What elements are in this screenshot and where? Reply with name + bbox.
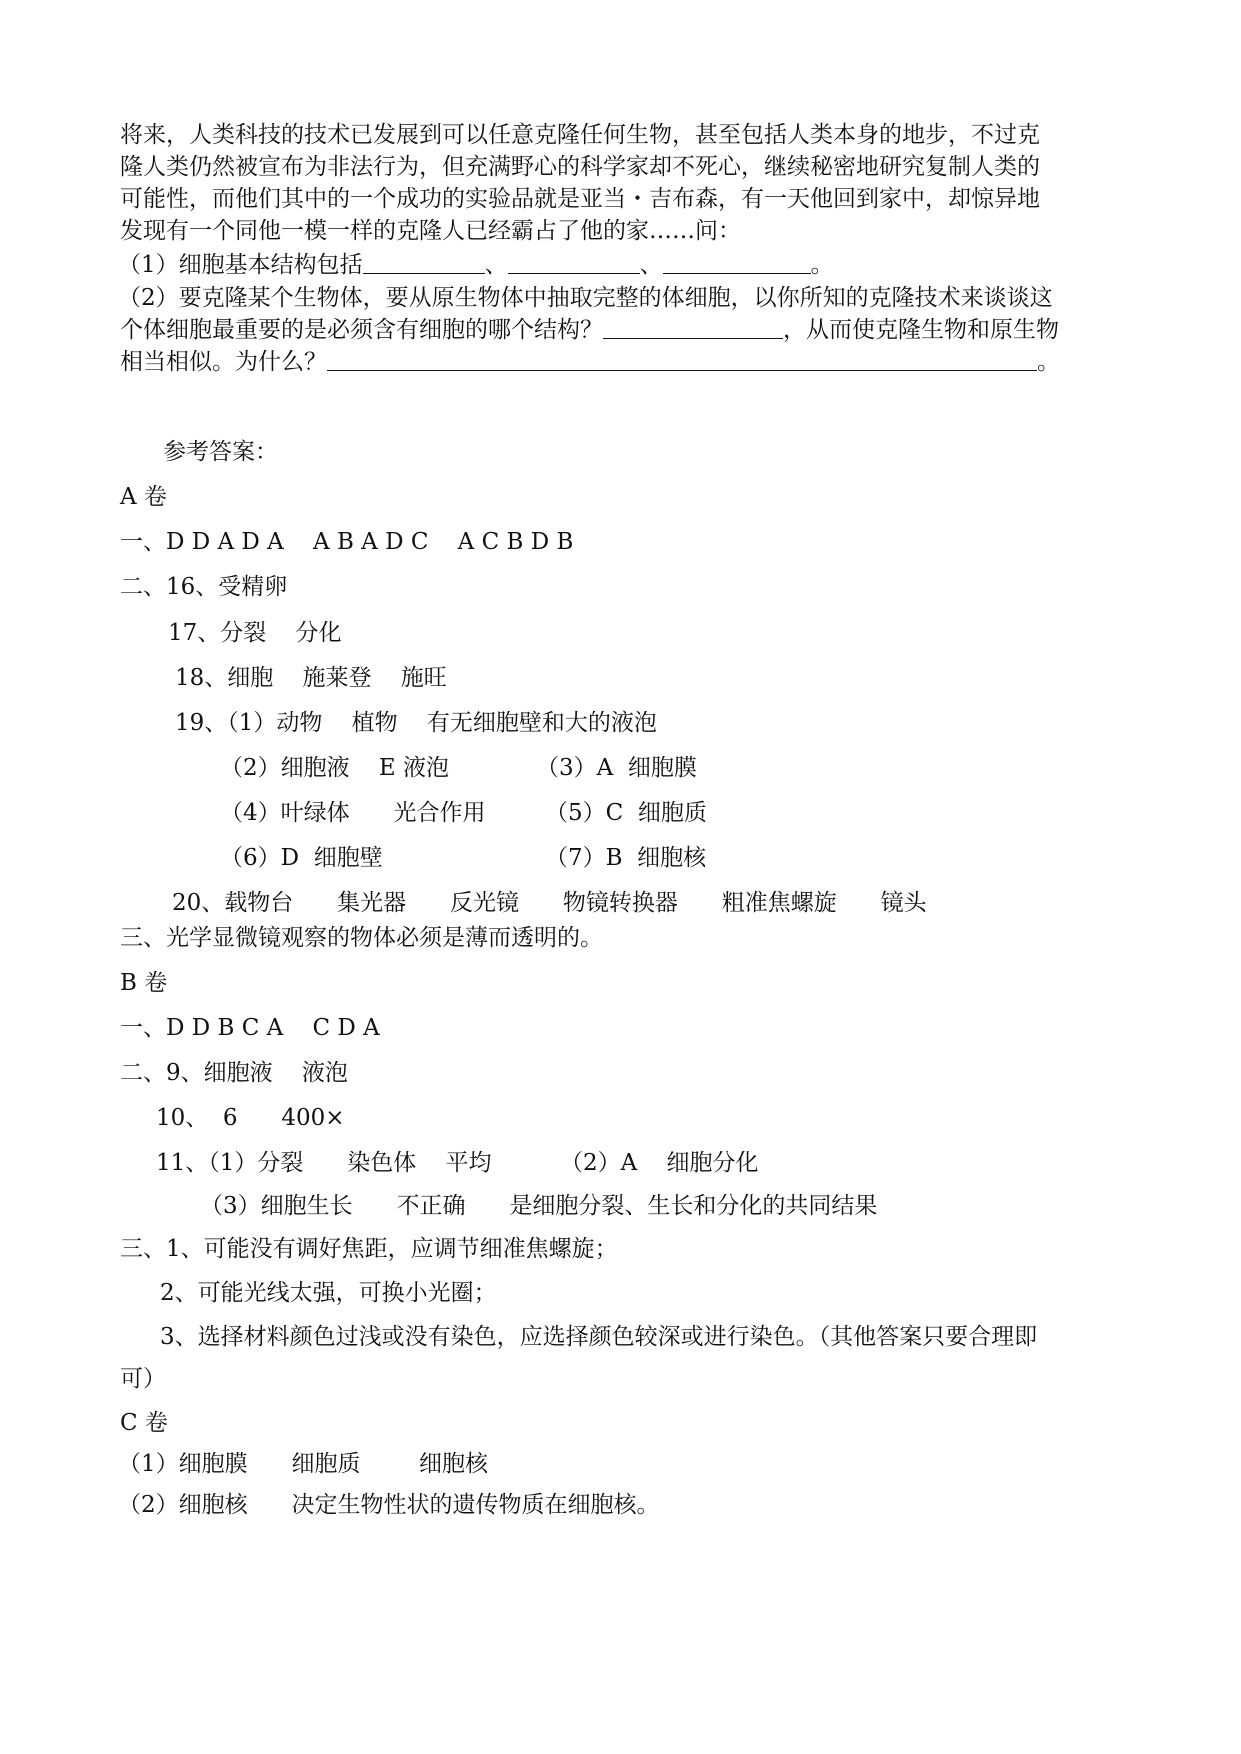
- question-2-line-1: （2）要克隆某个生物体，要从原生物体中抽取完整的体细胞，以你所知的克隆技术来谈谈这: [118, 285, 1053, 311]
- section-c-title: C 卷: [120, 1410, 168, 1436]
- section-b-line-9: 可）: [120, 1366, 166, 1392]
- section-b-line-4a: 11、（1）分裂 染色体 平均: [156, 1150, 492, 1176]
- section-b-line-2: 二、9、细胞液 液泡: [120, 1060, 348, 1086]
- section-a-line-2: 二、16、受精卵: [120, 574, 288, 600]
- section-a-line-6b: （3）A 细胞膜: [536, 755, 697, 781]
- section-b-line-6: 三、1、可能没有调好焦距，应调节细准焦螺旋；: [120, 1236, 618, 1262]
- section-b-line-3: 10、 6 400×: [156, 1105, 345, 1131]
- answer-blank-5[interactable]: [327, 348, 1037, 371]
- section-a-line-5: 19、（1）动物 植物 有无细胞壁和大的液泡: [175, 710, 657, 736]
- answer-blank-2[interactable]: [508, 251, 640, 274]
- question-2-line-3: [120, 347, 1060, 377]
- end-mark: 。: [1037, 349, 1060, 375]
- section-b-line-7: 2、可能光线太强，可换小光圈；: [160, 1280, 497, 1306]
- question-2-text: 个体细胞最重要的是必须含有细胞的哪个结构？: [120, 317, 603, 343]
- section-a-line-1: 一、D D A D A A B A D C A C B D B: [120, 529, 574, 555]
- section-a-line-6a: （2）细胞液 E 液泡: [220, 755, 449, 781]
- end-mark: 。: [810, 252, 834, 278]
- separator: 、: [639, 252, 663, 278]
- section-b-line-8: 3、选择材料颜色过浅或没有染色，应选择颜色较深或进行染色。（其他答案只要合理即: [160, 1324, 1038, 1350]
- answers-title: 参考答案：: [163, 439, 278, 465]
- answer-blank-4[interactable]: [603, 316, 783, 339]
- section-a-line-7b: （5）C 细胞质: [545, 800, 707, 826]
- passage-line-1: 将来，人类科技的技术已发展到可以任意克隆任何生物，甚至包括人类本身的地步，不过克: [120, 122, 1040, 148]
- answer-blank-3[interactable]: [663, 251, 811, 274]
- section-a-line-4: 18、细胞 施莱登 施旺: [175, 665, 447, 691]
- question-2-why: 相当相似。为什么？: [120, 349, 327, 375]
- section-a-line-10: 三、光学显微镜观察的物体必须是薄而透明的。: [120, 925, 603, 951]
- section-c-line-2: （2）细胞核 决定生物性状的遗传物质在细胞核。: [118, 1492, 660, 1518]
- section-b-line-1: 一、D D B C A C D A: [120, 1015, 380, 1041]
- passage-line-3: 可能性，而他们其中的一个成功的实验品就是亚当・吉布森，有一天他回到家中，却惊异地: [120, 186, 1040, 212]
- question-1-text: （1）细胞基本结构包括: [118, 252, 363, 278]
- section-c-line-1: （1）细胞膜 细胞质 细胞核: [118, 1451, 488, 1477]
- question-1: [118, 250, 834, 280]
- section-a-title: A 卷: [120, 484, 167, 510]
- question-2-line-2: [120, 315, 1059, 345]
- section-b-title: B 卷: [120, 970, 168, 996]
- passage-line-2: 隆人类仍然被宣布为非法行为，但充满野心的科学家却不死心，继续秘密地研究复制人类的: [120, 154, 1040, 180]
- section-a-line-8a: （6）D 细胞壁: [220, 845, 383, 871]
- section-a-line-3: 17、分裂 分化: [168, 620, 342, 646]
- separator: 、: [484, 252, 508, 278]
- question-2-text-cont: ，从而使克隆生物和原生物: [783, 317, 1059, 343]
- section-b-line-4b: （2）A 细胞分化: [560, 1150, 759, 1176]
- answer-blank-1[interactable]: [363, 251, 485, 274]
- passage-line-4: 发现有一个同他一模一样的克隆人已经霸占了他的家……问：: [120, 218, 741, 244]
- section-a-line-7a: （4）叶绿体 光合作用: [220, 800, 486, 826]
- section-a-line-8b: （7）B 细胞核: [545, 845, 707, 871]
- section-a-line-9: 20、载物台 集光器 反光镜 物镜转换器 粗准焦螺旋 镜头: [172, 890, 927, 916]
- section-b-line-5: （3）细胞生长 不正确 是细胞分裂、生长和分化的共同结果: [200, 1193, 878, 1219]
